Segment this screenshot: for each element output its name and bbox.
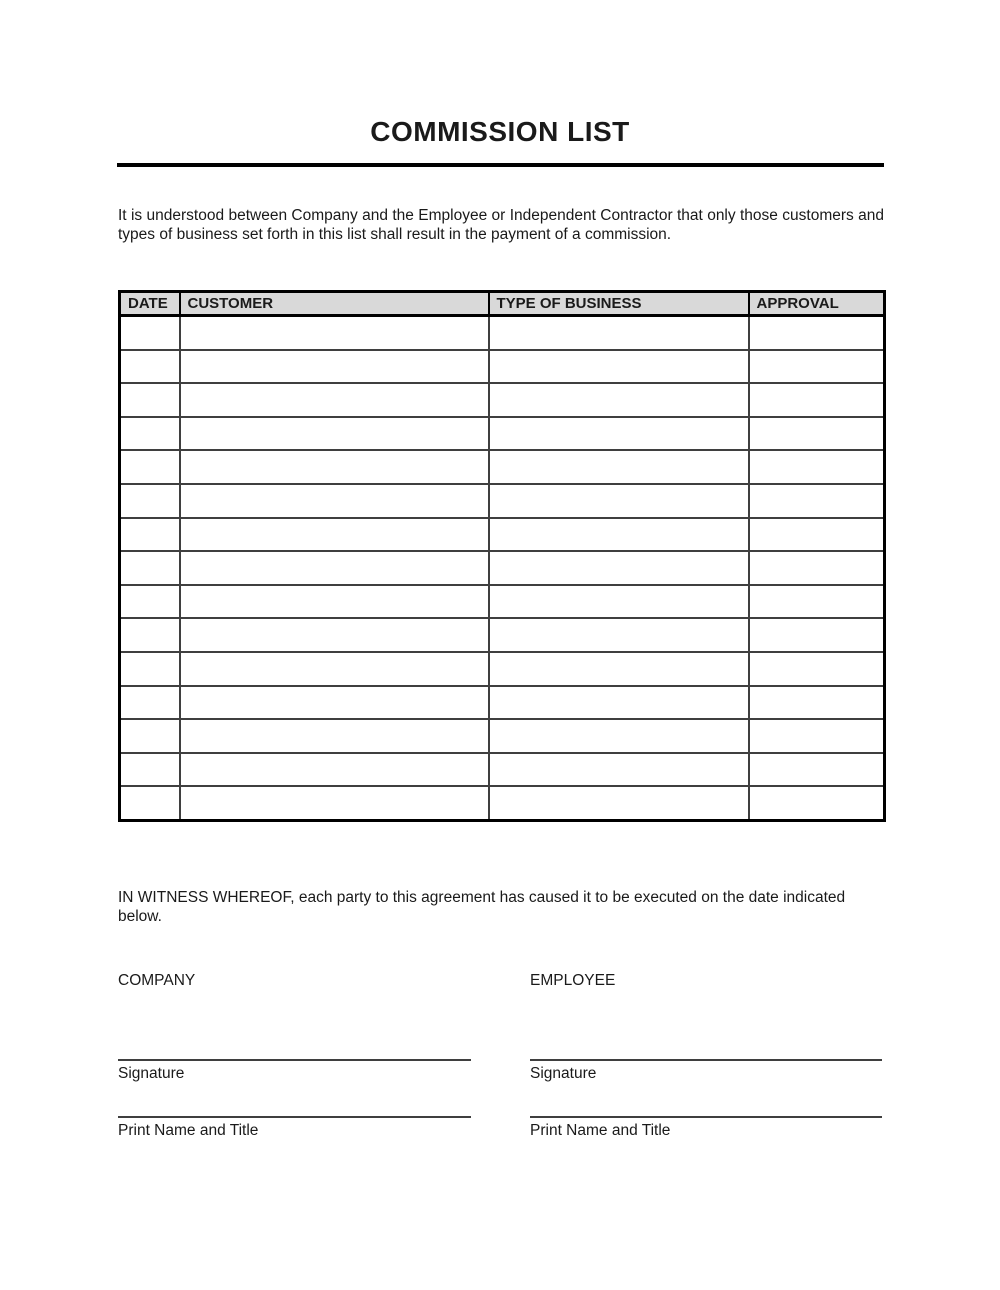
table-header-row xyxy=(120,292,885,316)
table-cell xyxy=(180,551,489,585)
company-print-name-label: Print Name and Title xyxy=(118,1122,259,1139)
table-cell xyxy=(489,383,749,417)
table-row xyxy=(120,652,885,686)
table-cell xyxy=(120,652,180,686)
table-cell xyxy=(749,484,885,518)
table-cell xyxy=(180,316,489,350)
table-cell xyxy=(180,383,489,417)
table-cell xyxy=(120,585,180,619)
table-row xyxy=(120,585,885,619)
table-cell xyxy=(120,484,180,518)
employee-signature-block xyxy=(530,1059,882,1140)
table-cell xyxy=(749,417,885,451)
table-cell xyxy=(120,686,180,720)
commission-table xyxy=(118,290,886,822)
table-body xyxy=(120,316,885,821)
table-cell xyxy=(749,450,885,484)
table-cell xyxy=(749,786,885,820)
table-cell xyxy=(180,719,489,753)
employee-print-name-label: Print Name and Title xyxy=(530,1122,671,1139)
table-cell xyxy=(180,753,489,787)
table-cell xyxy=(489,719,749,753)
table-row xyxy=(120,350,885,384)
table-cell xyxy=(749,618,885,652)
employee-party-label: EMPLOYEE xyxy=(530,972,616,989)
table-cell xyxy=(489,350,749,384)
table-cell xyxy=(120,719,180,753)
table-cell xyxy=(489,417,749,451)
table-cell xyxy=(180,618,489,652)
table-cell xyxy=(120,786,180,820)
table-cell xyxy=(749,350,885,384)
table-row xyxy=(120,383,885,417)
table-row xyxy=(120,484,885,518)
table-cell xyxy=(180,686,489,720)
table-cell xyxy=(120,450,180,484)
employee-signature-label: Signature xyxy=(530,1065,597,1082)
table-cell xyxy=(180,450,489,484)
table-cell xyxy=(489,652,749,686)
table-cell xyxy=(489,484,749,518)
table-cell xyxy=(489,585,749,619)
witness-clause: IN WITNESS WHEREOF, each party to this agreement has caused it to be executed on the date indicated below. xyxy=(118,889,846,925)
table-row xyxy=(120,786,885,820)
column-header-date: DATE xyxy=(120,292,180,316)
table-cell xyxy=(120,316,180,350)
table-cell xyxy=(180,786,489,820)
table-cell xyxy=(120,753,180,787)
table-row xyxy=(120,518,885,552)
table-cell xyxy=(489,316,749,350)
table-cell xyxy=(180,652,489,686)
table-cell xyxy=(749,518,885,552)
table-row xyxy=(120,551,885,585)
column-header-type-of-business: TYPE OF BUSINESS xyxy=(489,292,749,316)
employee-print-name-line xyxy=(530,1116,882,1118)
table-row xyxy=(120,450,885,484)
column-header-approval: APPROVAL xyxy=(749,292,885,316)
table-cell xyxy=(489,618,749,652)
table-cell xyxy=(749,652,885,686)
table-cell xyxy=(749,719,885,753)
table-cell xyxy=(749,316,885,350)
table-cell xyxy=(180,417,489,451)
table-cell xyxy=(489,753,749,787)
company-signature-label: Signature xyxy=(118,1065,185,1082)
table-cell xyxy=(749,383,885,417)
page-title: COMMISSION LIST xyxy=(370,116,630,147)
table-cell xyxy=(120,383,180,417)
company-signature-block xyxy=(118,1059,471,1140)
table-row xyxy=(120,316,885,350)
table-cell xyxy=(180,484,489,518)
table-cell xyxy=(489,686,749,720)
table-cell xyxy=(180,350,489,384)
table-row xyxy=(120,719,885,753)
table-cell xyxy=(749,686,885,720)
column-header-customer: CUSTOMER xyxy=(180,292,489,316)
table-row xyxy=(120,686,885,720)
table-cell xyxy=(749,551,885,585)
table-row xyxy=(120,753,885,787)
table-cell xyxy=(180,518,489,552)
company-party-label: COMPANY xyxy=(118,972,196,989)
table-cell xyxy=(489,450,749,484)
table-cell xyxy=(489,518,749,552)
title-divider xyxy=(117,163,884,167)
company-print-name-line xyxy=(118,1116,471,1118)
table-row xyxy=(120,618,885,652)
table-cell xyxy=(749,585,885,619)
table-cell xyxy=(120,350,180,384)
company-signature-line xyxy=(118,1059,471,1061)
table-row xyxy=(120,417,885,451)
table-cell xyxy=(749,753,885,787)
table-cell xyxy=(180,585,489,619)
table-cell xyxy=(120,618,180,652)
table-cell xyxy=(120,551,180,585)
table-cell xyxy=(489,786,749,820)
table-cell xyxy=(120,417,180,451)
employee-signature-line xyxy=(530,1059,882,1061)
table-cell xyxy=(489,551,749,585)
table-cell xyxy=(120,518,180,552)
intro-paragraph: It is understood between Company and the Employee or Independent Contractor that only those customers and types of business set forth in this list shall result in the payment of a commission. xyxy=(118,207,884,243)
